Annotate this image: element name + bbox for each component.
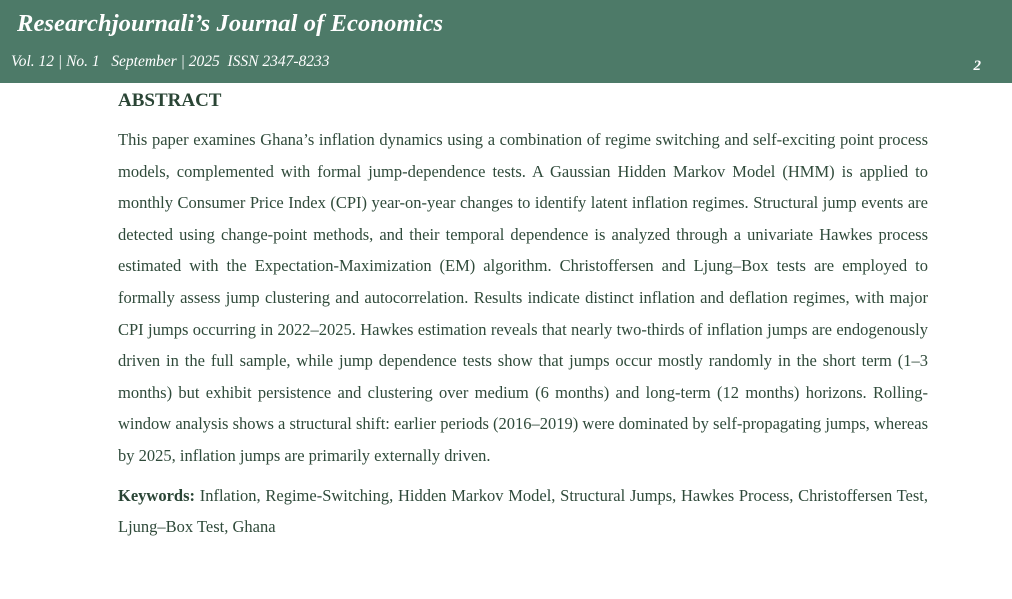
abstract-body: This paper examines Ghana’s inflation dynamics using a combination of regime switching and self-exciting point process models, complemented with formal jump-dependence tests. A Gaussian Hidden Markov Model (HMM) is applied to monthly Consumer Price Index (CPI) year-on-year changes to identify latent inflation regimes. Structural jump events are detected using change-point methods, and their temporal dependence is analyzed through a univariate Hawkes process estimated with the Expectation-Maximization (EM) algorithm. Christoffersen and Ljung–Box tests are employed to formally assess jump clustering and autocorrelation. Results indicate distinct inflation and deflation regimes, with major CPI jumps occurring in 2022–2025. Hawkes estimation reveals that nearly two-thirds of inflation jumps are endogenously driven in the full sample, while jump dependence tests show that jumps occur mostly randomly in the short term (1–3 months) but exhibit persistence and clustering over medium (6 months) and long-term (12 months) horizons. Rolling-window analysis shows a structural shift: earlier periods (2016–2019) were dominated by self-propagating jumps, whereas by 2025, inflation jumps are primarily externally driven. [118,130,928,465]
keywords-text: Inflation, Regime-Switching, Hidden Markov Model, Structural Jumps, Hawkes Process, Christoffersen Test, Ljung–Box Test, Ghana [118,485,928,536]
journal-meta: Vol. 12 | No. 1 September | 2025 ISSN 2347-8233 [11,53,330,70]
page-number: 2 [973,58,981,74]
keywords [118,480,928,542]
journal-header [0,0,1012,83]
abstract-section [118,89,928,542]
abstract-heading: ABSTRACT [118,90,222,111]
keywords-label: Keywords: [118,485,195,505]
journal-title: Researchjournali’s Journal of Economics [17,10,444,37]
